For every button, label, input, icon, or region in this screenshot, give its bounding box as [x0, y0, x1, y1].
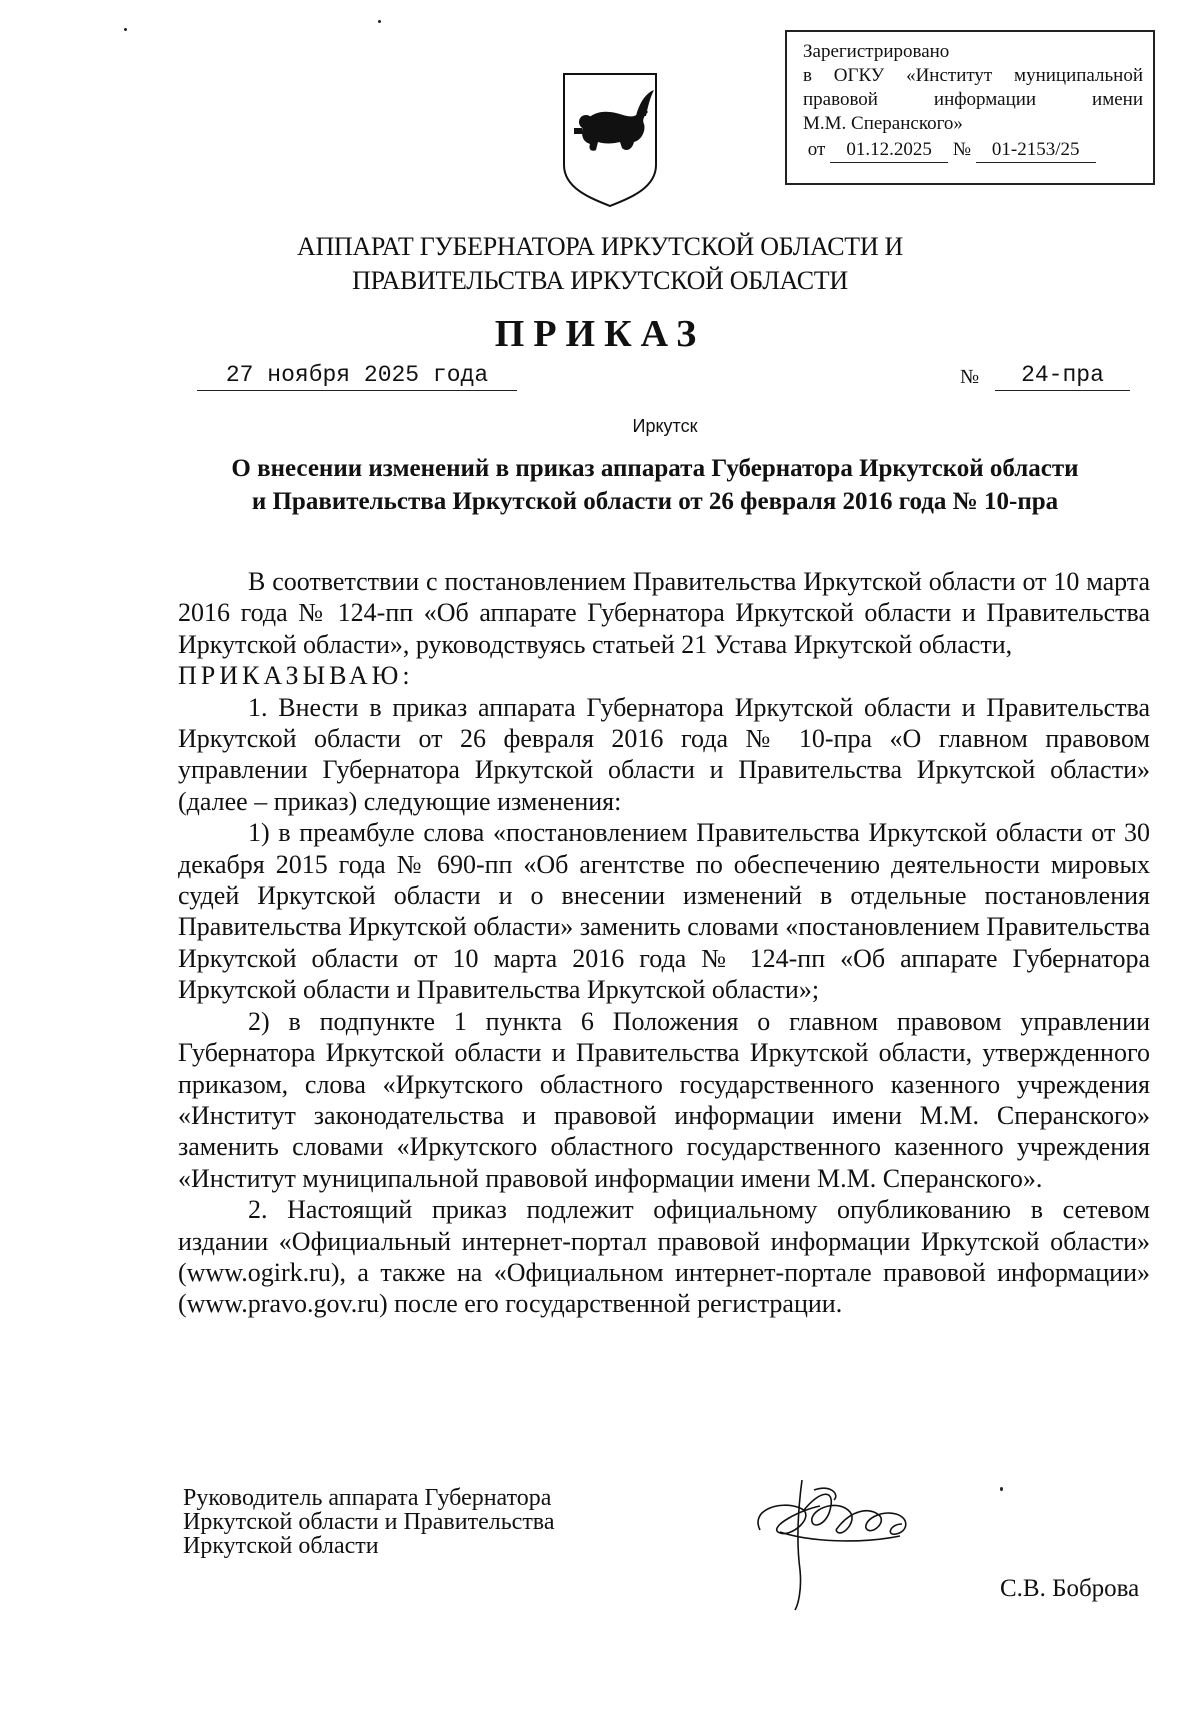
scan-mark — [124, 28, 127, 31]
org-name-line-1: АППАРАТ ГУБЕРНАТОРА ИРКУТСКОЙ ОБЛАСТИ И — [296, 232, 903, 261]
org-name-line-2: ПРАВИТЕЛЬСТВА ИРКУТСКОЙ ОБЛАСТИ — [352, 266, 848, 295]
scan-mark — [1000, 1487, 1003, 1491]
heading-line-2: и Правительства Иркутской области от 26 февраля 2016 года № 10-пра — [251, 488, 1059, 515]
item-1-subitem-1: 1) в преамбуле слова «постановлением Правительства Иркутской области от 30 декабря 2015 года № 690-пп «Об агентстве по обеспечению деятельности мировых судей Иркутской области и о внесении изменений в отдельные постановления Правительства Иркутской области» заменить словами «постановлением Правительства Иркутской области от 10 марта 2016 года № 124-пп «Об аппарате Губернатора Иркутской области и Правительства Иркутской области»; — [178, 818, 1150, 1005]
item-1-paragraph: 1. Внести в приказ аппарата Губернатора Иркутской области и Правительства Иркутской области от 26 февраля 2016 года № 10-пра «О главном правовом управлении Губернатора Иркутской области и Правительства Иркутской области» (далее – приказ) следующие изменения: — [178, 692, 1150, 816]
stamp-date: 01.12.2025 — [830, 138, 948, 163]
signer-position-line-3: Иркутской области — [183, 1533, 379, 1559]
preamble-paragraph: В соответствии с постановлением Правительства Иркутской области от 10 марта 2016 года № 124-пп «Об аппарате Губернатора Иркутской области и Правительства Иркутской области», руководствуясь статьей 21 Устава Иркутской области, — [178, 567, 1150, 659]
city: Иркутск — [632, 416, 698, 436]
registration-stamp — [785, 30, 1155, 185]
stamp-registration-line — [803, 138, 1143, 163]
signer-position-line-2: Иркутской области и Правительства — [183, 1509, 555, 1535]
stamp-line-1: Зарегистрировано — [803, 41, 950, 62]
order-number: 24-пра — [995, 362, 1130, 391]
document-heading — [160, 452, 1150, 518]
signer-name: С.В. Боброва — [1000, 1575, 1140, 1602]
item-2-paragraph: 2. Настоящий приказ подлежит официальному опубликованию в сетевом издании «Официальный интернет-портал правовой информации Иркутской области» (www.ogirk.ru), а также на «Официальном интернет-портале правовой информации» (www.pravo.gov.ru) после его государственной регистрации. — [178, 1195, 1150, 1319]
handwritten-signature — [740, 1470, 940, 1620]
stamp-line-3: правовой информации имени — [803, 89, 1143, 110]
stamp-number: 01-2153/25 — [976, 138, 1096, 163]
scan-mark — [378, 20, 381, 23]
heading-line-1: О внесении изменений в приказ аппарата Губернатора Иркутской области — [231, 455, 1079, 482]
document-type-title: ПРИКАЗ — [494, 313, 706, 355]
signer-position — [183, 1486, 554, 1558]
coat-of-arms-emblem — [560, 70, 660, 210]
stamp-line-4: М.М. Сперанского» — [803, 113, 963, 134]
order-date: 27 ноября 2025 года — [197, 362, 517, 391]
item-1-subitem-2: 2) в подпункте 1 пункта 6 Положения о главном правовом управлении Губернатора Иркутской области и Правительства Иркутской области, утвержденного приказом, слова «Иркутского областного государственного казенного учреждения «Институт законодательства и правовой информации имени М.М. Сперанского» заменить словами «Иркутского областного государственного казенного учреждения «Институт муниципальной правовой информации имени М.М. Сперанского». — [178, 1006, 1150, 1193]
order-word: ПРИКАЗЫВАЮ: — [178, 661, 414, 691]
document-body — [178, 566, 1150, 1320]
order-number-label: № — [960, 366, 980, 388]
stamp-line-2: в ОГКУ «Институт муниципальной — [803, 65, 1143, 86]
stamp-from-label: от — [807, 139, 826, 160]
signer-position-line-1: Руководитель аппарата Губернатора — [183, 1485, 552, 1511]
stamp-no-label: № — [952, 139, 971, 160]
